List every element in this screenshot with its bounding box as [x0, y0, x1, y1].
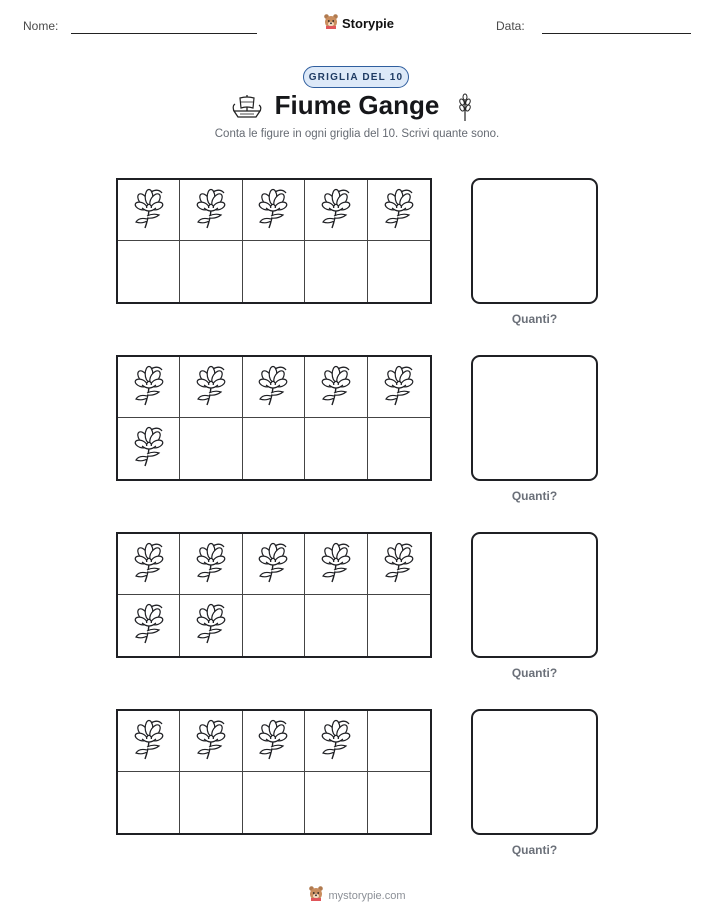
frame-cell: [118, 357, 180, 418]
worksheet-type-badge: GRIGLIA DEL 10: [303, 66, 409, 88]
frame-cell: [118, 241, 180, 302]
flower-icon: [318, 540, 354, 589]
bear-mascot-icon: [308, 885, 324, 906]
frame-cell: [118, 534, 180, 595]
flower-icon: [381, 186, 417, 235]
flower-icon: [131, 601, 167, 650]
date-field[interactable]: [542, 33, 691, 34]
frame-cell: [368, 357, 430, 418]
name-label: Nome:: [23, 19, 59, 33]
frame-cell: [368, 534, 430, 595]
answer-box[interactable]: [471, 355, 598, 481]
frame-cell: [243, 418, 305, 479]
answer-box[interactable]: [471, 532, 598, 658]
frame-cell: [118, 595, 180, 656]
frame-cell: [243, 357, 305, 418]
flower-icon: [193, 363, 229, 412]
flower-icon: [318, 186, 354, 235]
footer: [0, 885, 714, 906]
frame-cell: [368, 241, 430, 302]
flower-icon: [255, 186, 291, 235]
footer-url: mystorypie.com: [328, 889, 406, 902]
flower-icon: [255, 363, 291, 412]
frame-cell: [368, 595, 430, 656]
frame-cell: [180, 595, 242, 656]
frame-cell: [180, 418, 242, 479]
frame-cell: [118, 418, 180, 479]
frame-cell: [243, 534, 305, 595]
brand-logo: [323, 13, 394, 34]
ten-frame: [116, 178, 432, 304]
frame-cell: [180, 711, 242, 772]
frame-cell: [305, 711, 367, 772]
instructions: Conta le figure in ogni griglia del 10. Scrivi quante sono.: [214, 128, 500, 140]
frame-cell: [305, 180, 367, 241]
frame-cell: [118, 772, 180, 833]
flower-icon: [193, 540, 229, 589]
flower-icon: [131, 717, 167, 766]
ten-frame: [116, 355, 432, 481]
name-field[interactable]: [71, 33, 257, 34]
frame-cell: [243, 711, 305, 772]
answer-box[interactable]: [471, 178, 598, 304]
frame-cell: [180, 241, 242, 302]
flower-icon: [381, 540, 417, 589]
frame-cell: [180, 357, 242, 418]
answer-label: Quanti?: [511, 666, 558, 680]
frame-cell: [305, 772, 367, 833]
ten-frame: [116, 532, 432, 658]
flower-icon: [193, 601, 229, 650]
flower-icon: [131, 363, 167, 412]
flower-icon: [255, 717, 291, 766]
answer-label: Quanti?: [511, 312, 558, 326]
frame-cell: [243, 595, 305, 656]
flower-icon: [255, 540, 291, 589]
flower-icon: [318, 717, 354, 766]
frame-cell: [368, 772, 430, 833]
wheat-icon: [457, 92, 473, 127]
frame-cell: [368, 711, 430, 772]
frame-cell: [180, 534, 242, 595]
flower-icon: [193, 186, 229, 235]
flower-icon: [131, 186, 167, 235]
frame-cell: [305, 418, 367, 479]
date-label: Data:: [496, 19, 525, 33]
frame-cell: [368, 180, 430, 241]
frame-cell: [118, 180, 180, 241]
frame-cell: [243, 772, 305, 833]
frame-cell: [305, 357, 367, 418]
frame-cell: [118, 711, 180, 772]
frame-cell: [305, 595, 367, 656]
frame-cell: [243, 241, 305, 302]
bear-mascot-icon: [323, 13, 339, 34]
flower-icon: [131, 424, 167, 473]
frame-cell: [243, 180, 305, 241]
frame-cell: [305, 241, 367, 302]
answer-box[interactable]: [471, 709, 598, 835]
answer-label: Quanti?: [511, 843, 558, 857]
frame-cell: [305, 534, 367, 595]
flower-icon: [131, 540, 167, 589]
answer-label: Quanti?: [511, 489, 558, 503]
flower-icon: [381, 363, 417, 412]
frame-cell: [180, 772, 242, 833]
flower-icon: [318, 363, 354, 412]
ten-frame: [116, 709, 432, 835]
page-title: Fiume Gange: [274, 90, 440, 120]
frame-cell: [368, 418, 430, 479]
frame-cell: [180, 180, 242, 241]
brand-name: Storypie: [342, 16, 395, 31]
flower-icon: [193, 717, 229, 766]
